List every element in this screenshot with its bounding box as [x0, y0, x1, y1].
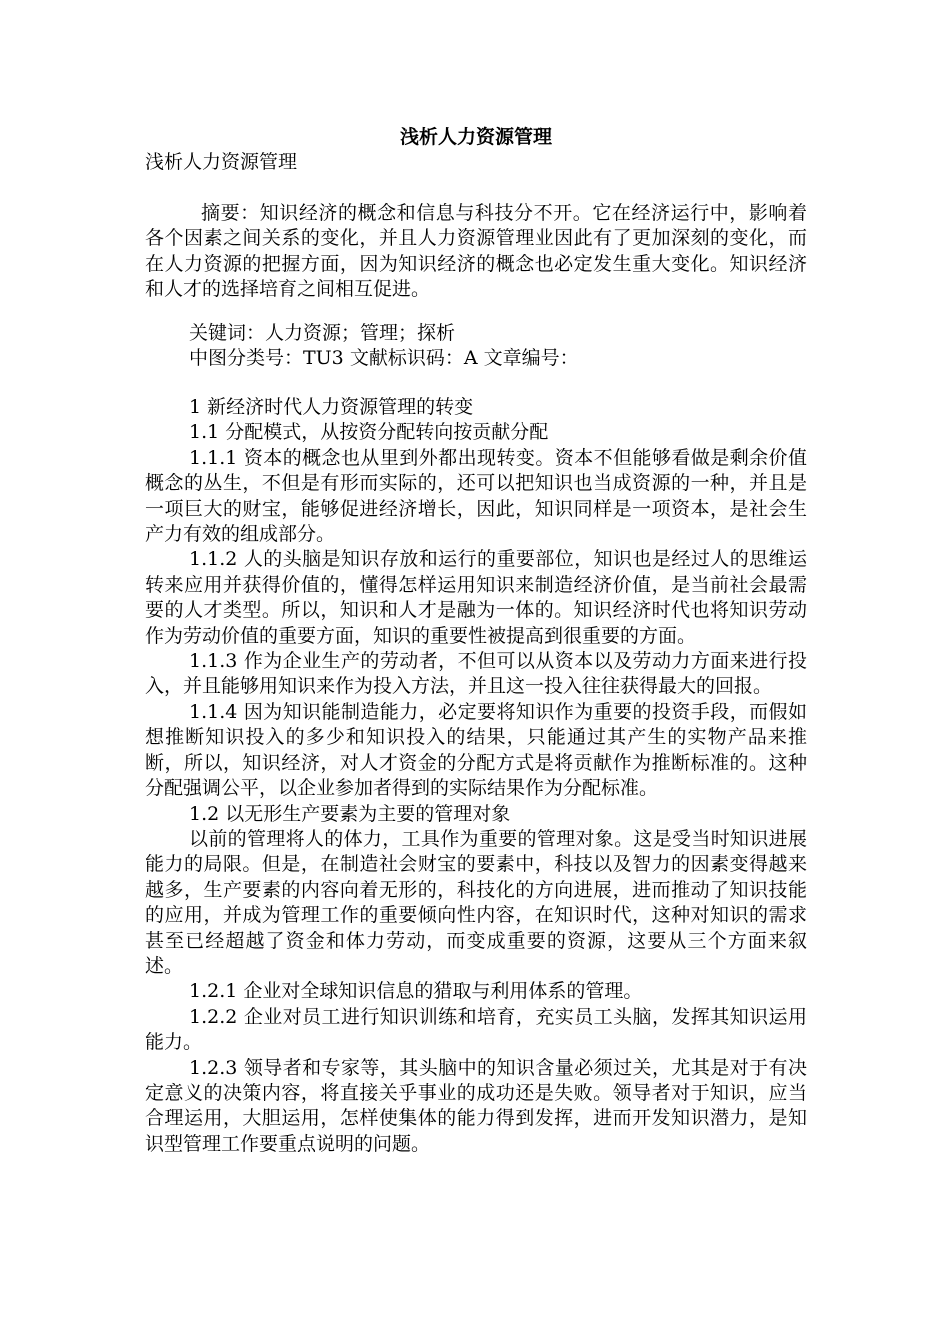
body-paragraph: 以前的管理将人的体力，工具作为重要的管理对象。这是受当时知识进展能力的局限。但是，在制造社会财宝的要素中，科技以及智力的因素变得越来越多，生产要素的内容向着无形的，科技化的方向进展，进而推动了知识技能的应用，并成为管理工作的重要倾向性内容，在知识时代，这种对知识的需求甚至已经超越了资金和体力劳动，而变成重要的资源，这要从三个方面来叙述。	[145, 827, 807, 977]
abstract-paragraph: 摘要：知识经济的概念和信息与科技分不开。它在经济运行中，影响着各个因素之间关系的变化，并且人力资源管理业因此有了更加深刻的变化，而在人力资源的把握方面，因为知识经济的概念也必定发生重大变化。知识经济和人才的选择培育之间相互促进。	[145, 202, 807, 301]
body-paragraph: 1.1.3 作为企业生产的劳动者，不但可以从资本以及劳动力方面来进行投入，并且能够用知识来作为投入方法，并且这一投入往往获得最大的回报。	[145, 650, 807, 698]
body-paragraph: 1.2.1 企业对全球知识信息的猎取与利用体系的管理。	[189, 980, 643, 1003]
subsection-heading: 1.2 以无形生产要素为主要的管理对象	[189, 802, 511, 825]
body-paragraph: 1.1.4 因为知识能制造能力，必定要将知识作为重要的投资手段，而假如想推断知识投入的多少和知识投入的结果，只能通过其产生的实物产品来推断，所以，知识经济，对人才资金的分配方式是将贡献作为推断标准的。这种分配强调公平，以企业参加者得到的实际结果作为分配标准。	[145, 700, 807, 800]
classification-line: 中图分类号：TU3 文献标识码：A 文章编号：	[189, 347, 579, 370]
body-text	[145, 395, 807, 1157]
meta-block	[145, 321, 807, 372]
body-paragraph: 1.1.2 人的头脑是知识存放和运行的重要部位，知识也是经过人的思维运转来应用并获得价值的，懂得怎样运用知识来制造经济价值，是当前社会最需要的人才类型。所以，知识和人才是融为一体的。知识经济时代也将知识劳动作为劳动价值的重要方面，知识的重要性被提高到很重要的方面。	[145, 548, 807, 647]
body-paragraph: 1.2.2 企业对员工进行知识训练和培育，充实员工头脑，发挥其知识运用能力。	[145, 1005, 807, 1054]
body-paragraph: 1.1.1 资本的概念也从里到外都出现转变。资本不但能够看做是剩余价值概念的丛生，不但是有形而实际的，还可以把知识也当成资源的一种，并且是一项巨大的财宝，能够促进经济增长，因此，知识同样是一项资本，是社会生产力有效的组成部分。	[145, 446, 807, 546]
document-title: 浅析人力资源管理	[399, 126, 552, 148]
document-subtitle: 浅析人力资源管理	[145, 151, 298, 173]
section-heading: 1 新经济时代人力资源管理的转变	[189, 396, 474, 418]
subsection-heading: 1.1 分配模式，从按资分配转向按贡献分配	[189, 421, 549, 444]
keywords-line: 关键词：人力资源；管理；探析	[189, 322, 456, 344]
body-paragraph: 1.2.3 领导者和专家等，其头脑中的知识含量必须过关，尤其是对于有决定意义的决策内容，将直接关乎事业的成功还是失败。领导者对于知识，应当合理运用，大胆运用，怎样使集体的能力得到发挥，进而开发知识潜力，是知识型管理工作要重点说明的问题。	[145, 1056, 807, 1155]
